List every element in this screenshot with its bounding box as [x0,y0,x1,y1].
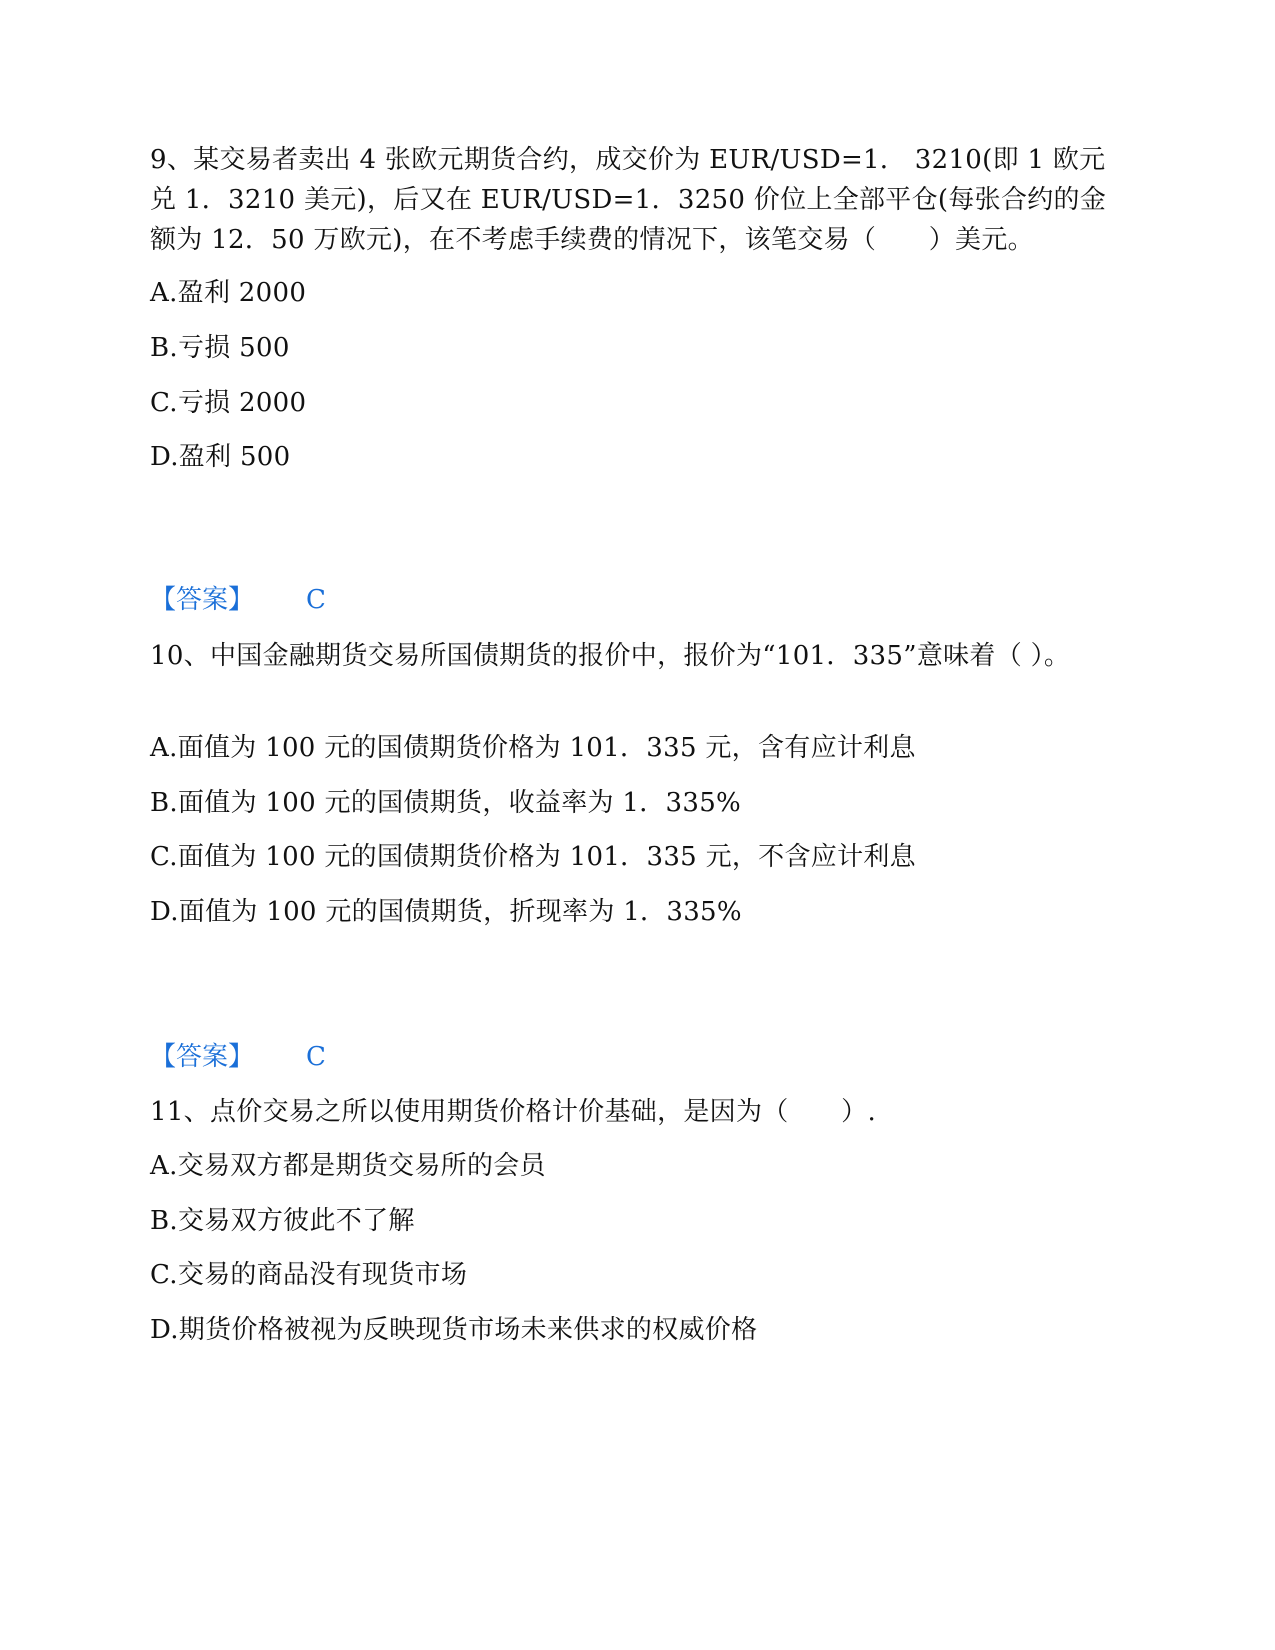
option-b: B.交易双方彼此不了解 [150,1206,415,1236]
answer-label: 【答案】 [150,585,255,615]
option-d: D.期货价格被视为反映现货市场未来供求的权威价格 [150,1315,758,1345]
answer-value: C [306,1042,326,1072]
option-c: C.面值为 100 元的国债期货价格为 101．335 元，不含应计利息 [150,842,916,872]
option-d: D.面值为 100 元的国债期货，折现率为 1．335% [150,897,742,927]
question-stem: 9、某交易者卖出 4 张欧元期货合约，成交价为 EUR/USD=1． 3210(即 1 欧元兑 1．3210 美元)，后又在 EUR/USD=1．3250 价位上全部平仓(每张合约的金额为 12．50 万欧元)，在不考虑手续费的情况下，该笔交易（ ）美元。 [150,145,1107,255]
answer-block [150,1037,326,1077]
answer-block [150,580,326,620]
option-b: B.面值为 100 元的国债期货，收益率为 1．335% [150,788,742,818]
option-b: B.亏损 500 [150,333,290,363]
option-c: C.亏损 2000 [150,388,307,418]
answer-value: C [306,585,326,615]
option-d: D.盈利 500 [150,442,291,472]
question-stem: 10、中国金融期货交易所国债期货的报价中，报价为“101．335”意味着（ ）。 [150,641,1071,671]
question-9 [150,140,1115,472]
question-10 [150,636,1115,927]
option-a: A.盈利 2000 [150,278,307,308]
option-c: C.交易的商品没有现货市场 [150,1260,468,1290]
answer-label: 【答案】 [150,1042,255,1072]
question-11 [150,1092,1115,1345]
question-stem: 11、点价交易之所以使用期货价格计价基础，是因为（ ）. [150,1097,877,1127]
option-a: A.交易双方都是期货交易所的会员 [150,1151,546,1181]
option-a: A.面值为 100 元的国债期货价格为 101．335 元，含有应计利息 [150,733,916,763]
